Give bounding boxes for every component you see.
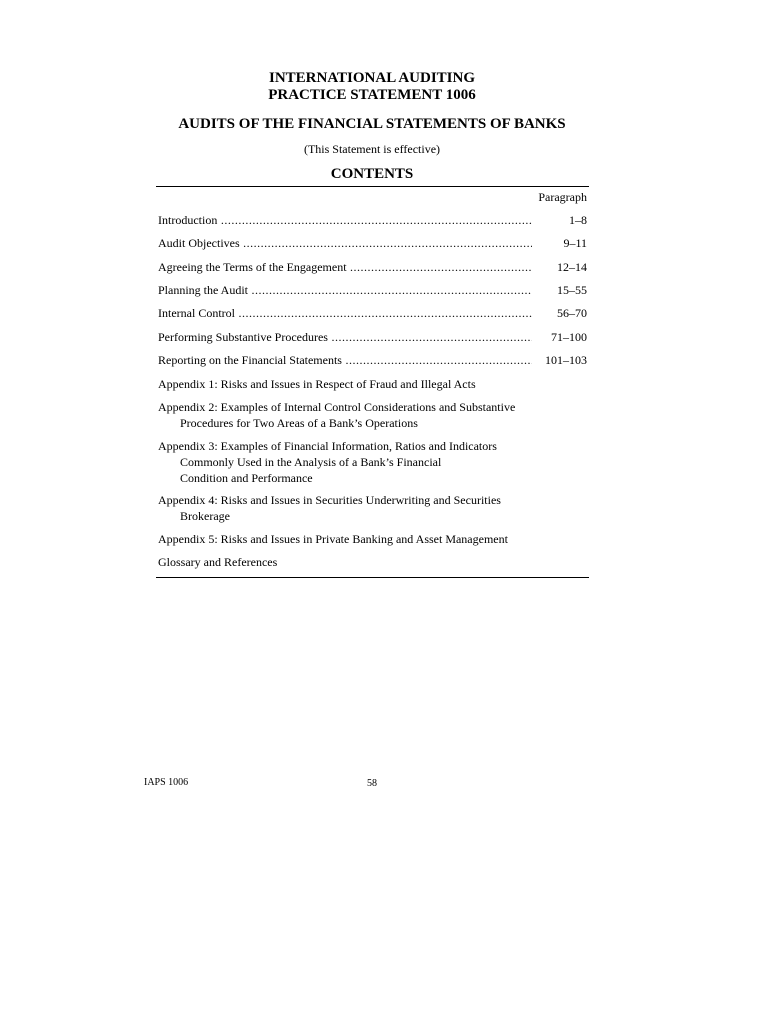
appendix-line: Appendix 2: Examples of Internal Control Considerations and Substantive: [158, 400, 516, 414]
appendix-line: Condition and Performance: [180, 471, 313, 485]
toc-entry-label: Audit Objectives .....: [158, 236, 532, 250]
toc-entry-paragraphs: 1–8: [569, 213, 587, 227]
toc-entry-label: Reporting on the Financial Statements .....: [158, 353, 532, 367]
toc-entry-label: Introduction .....: [158, 213, 532, 227]
footer-page-number: 58: [367, 778, 377, 789]
toc-entry-paragraphs: 56–70: [557, 306, 587, 320]
footer-doc-code: IAPS 1006: [144, 777, 189, 788]
effective-note: (This Statement is effective): [303, 142, 441, 156]
appendix-line: Appendix 4: Risks and Issues in Securities Underwriting and Securities: [158, 493, 501, 507]
appendix-line: Procedures for Two Areas of a Bank’s Operations: [180, 416, 418, 430]
toc-appendix-1: [158, 376, 588, 392]
toc-entry-paragraphs: 9–11: [563, 236, 587, 250]
contents-top-rule: [156, 186, 589, 187]
toc-glossary: [158, 554, 588, 570]
toc-appendix-2: [158, 399, 588, 431]
toc-entry-planning-audit: [158, 283, 588, 297]
toc-entry-paragraphs: 71–100: [551, 330, 587, 344]
appendix-line: Appendix 3: Examples of Financial Information, Ratios and Indicators: [158, 439, 497, 453]
toc-entry-label: Performing Substantive Procedures .....: [158, 330, 532, 344]
toc-appendix-5: [158, 531, 588, 547]
toc-appendix-3: [158, 438, 588, 486]
toc-entry-label: Planning the Audit .....: [158, 283, 532, 297]
toc-appendix-4: [158, 492, 588, 524]
contents-heading: CONTENTS: [330, 166, 414, 182]
toc-entry-introduction: [158, 213, 588, 227]
appendix-line: Commonly Used in the Analysis of a Bank’s Financial: [180, 455, 442, 469]
toc-entry-paragraphs: 101–103: [545, 353, 587, 367]
document-subtitle: AUDITS OF THE FINANCIAL STATEMENTS OF BANKS: [178, 116, 566, 132]
appendix-line: Glossary and References: [158, 555, 278, 569]
toc-entry-reporting: [158, 353, 588, 367]
toc-entry-audit-objectives: [158, 236, 588, 250]
toc-entry-substantive-procedures: [158, 330, 588, 344]
document-title-line-2: PRACTICE STATEMENT 1006: [268, 87, 476, 103]
toc-entry-paragraphs: 15–55: [557, 283, 587, 297]
appendix-line: Appendix 5: Risks and Issues in Private Banking and Asset Management: [158, 532, 508, 546]
toc-entry-label: Internal Control .....: [158, 306, 532, 320]
contents-bottom-rule: [156, 577, 589, 578]
paragraph-column-header: Paragraph: [538, 190, 587, 204]
toc-entry-label: Agreeing the Terms of the Engagement .....: [158, 260, 532, 274]
toc-entry-internal-control: [158, 306, 588, 320]
toc-entry-agreeing-terms: [158, 260, 588, 274]
document-title-line-1: INTERNATIONAL AUDITING: [268, 70, 475, 86]
appendix-line: Appendix 1: Risks and Issues in Respect of Fraud and Illegal Acts: [158, 377, 476, 391]
toc-entry-paragraphs: 12–14: [557, 260, 587, 274]
appendix-line: Brokerage: [180, 509, 230, 523]
